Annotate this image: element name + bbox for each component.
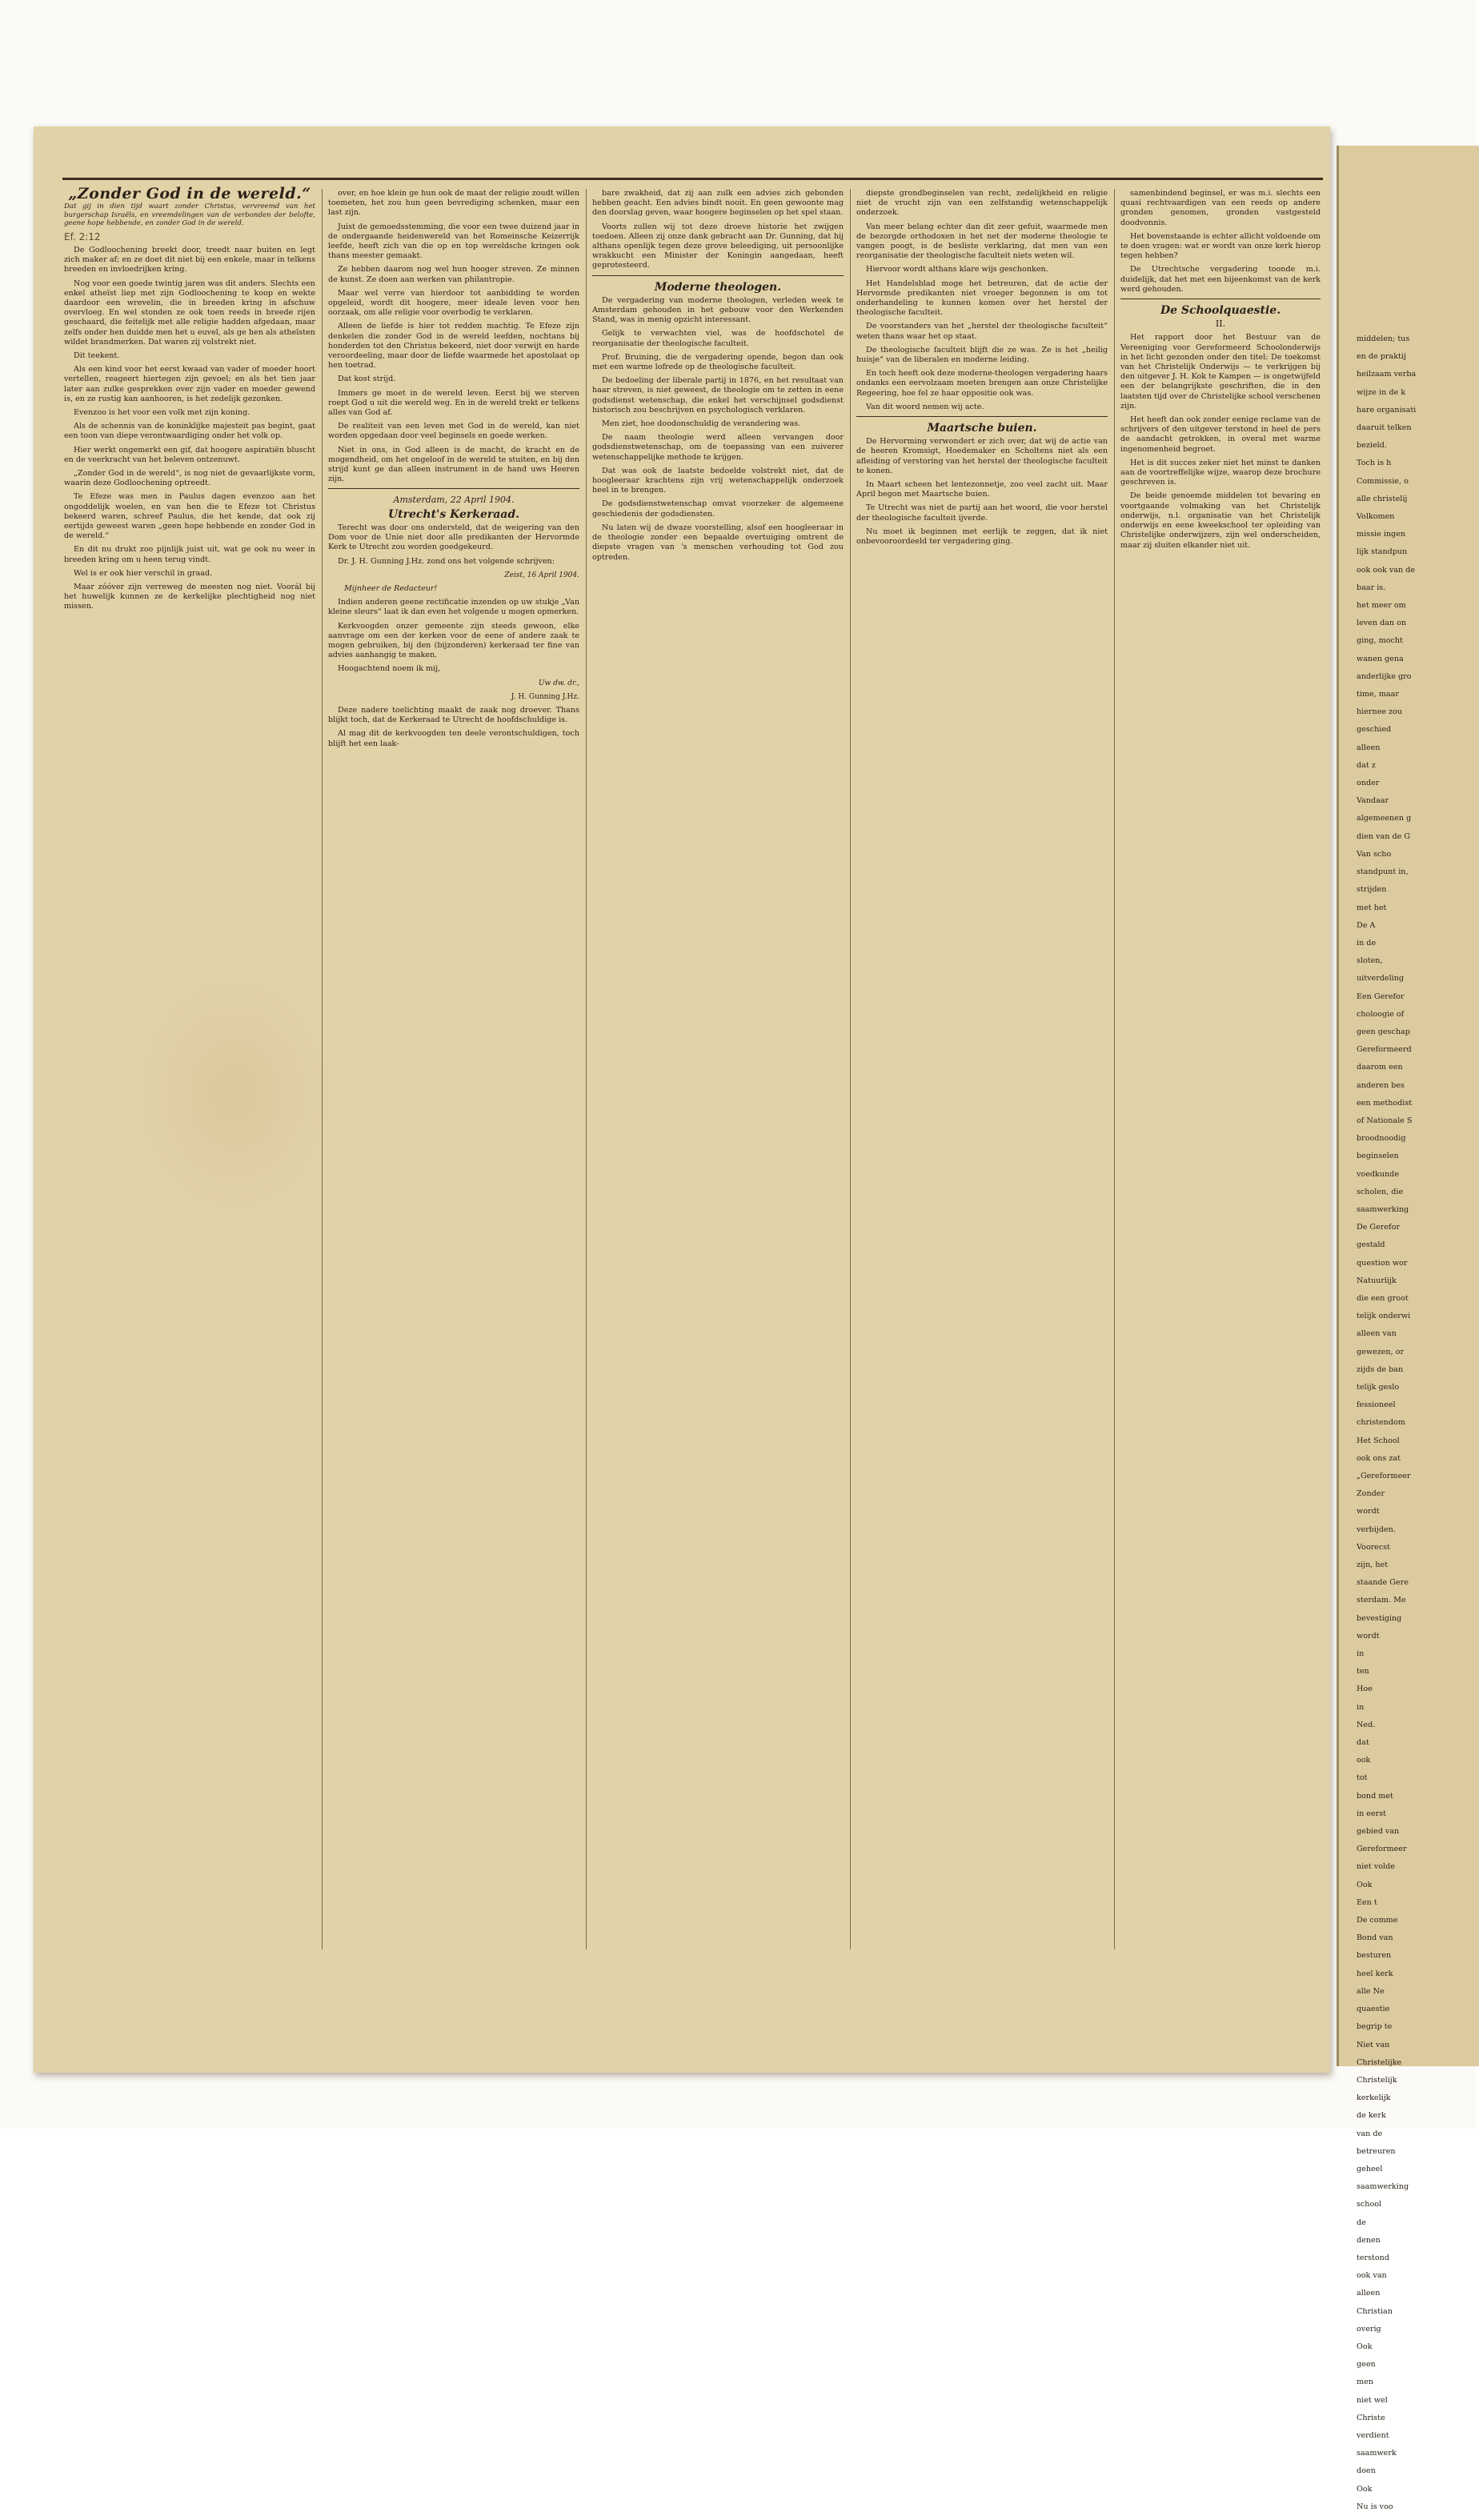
fragment-line: begrip te xyxy=(1357,2022,1393,2032)
fragment-line: Christelijke xyxy=(1357,2057,1402,2067)
fragment-line: hare organisati xyxy=(1357,405,1417,415)
fragment-line: geschied xyxy=(1357,725,1392,735)
fragment-line: Bond van xyxy=(1357,1933,1393,1943)
fragment-line: wanen gena xyxy=(1357,654,1404,663)
letter-signature: J. H. Gunning J.Hz. xyxy=(511,692,579,701)
fragment-line: alleen xyxy=(1357,2289,1381,2298)
fragment-line: terstond xyxy=(1357,2253,1389,2262)
section-heading-theologen: Moderne theologen. xyxy=(592,275,844,292)
fragment-line: in de xyxy=(1357,938,1377,948)
column-5-body xyxy=(1120,189,1321,294)
section-heading-buien: Maartsche buien. xyxy=(856,416,1108,433)
article-title: „Zonder God in de wereld.“ xyxy=(68,185,311,202)
section-heading-kerkeraad: Utrecht's Kerkeraad. xyxy=(387,507,520,521)
fragment-line: Gereformeer xyxy=(1357,1845,1407,1854)
fragment-line: Ook xyxy=(1357,1880,1373,1889)
paragraph: De voorstanders van het „herstel der theologische faculteit“ weten thans waar het op staat. xyxy=(856,322,1108,341)
article-motto: Dat gij in dien tijd waart zonder Christus, vervreemd van het burgerschap Israëls, en vreemdelingen van de verbonden der belofte, geene hope hebbende, en zonder God in de wereld. xyxy=(64,202,315,228)
fragment-line: fessioneel xyxy=(1357,1400,1396,1410)
paragraph: Te Efeze was men in Paulus dagen evenzoo aan het ongoddelijk woelen, en van hen die te Efeze tot Christus bekeerd waren, schreef Paulus, die het kende, dat ook zij eertijds geweest waren „geen hope hebbende en zonder God in de wereld.“ xyxy=(64,492,315,541)
paragraph: De vergadering van moderne theologen, verleden week te Amsterdam gehouden in het gebouw voor den Werkenden Stand, was in menig opzicht interessant. xyxy=(592,295,844,325)
paragraph: over, en hoe klein ge hun ook de maat der religie zoudt willen toemeten, het zou hun geen bevrediging schenken, maar een last zijn. xyxy=(328,189,579,218)
paragraph: Het bovenstaande is echter allicht voldoende om te doen vragen: wat er wordt van onze kerk hierop tegen hebben? xyxy=(1120,231,1321,261)
paragraph: De Utrechtsche vergadering toonde m.i. duidelijk, dat het met een bijeenkomst van de kerk werd gehouden. xyxy=(1120,265,1321,294)
paragraph: Hoogachtend noem ik mij, xyxy=(338,664,441,674)
fragment-line: men xyxy=(1357,2378,1373,2387)
fragment-line: broodnoodig xyxy=(1357,1134,1406,1144)
paragraph: diepste grondbeginselen van recht, zedelijkheid en religie niet de vrucht zijn van een zelfstandig wetenschappelijk onderzoek. xyxy=(856,189,1108,218)
fragment-line: beginselen xyxy=(1357,1152,1399,1161)
fragment-line: zijn, het xyxy=(1357,1560,1389,1570)
fragment-line: denen xyxy=(1357,2235,1381,2245)
column-divider xyxy=(586,189,587,1949)
fragment-line: bezield. xyxy=(1357,441,1387,451)
fragment-line: scholen, die xyxy=(1357,1187,1404,1196)
fragment-line: daaruit telken xyxy=(1357,423,1412,433)
paragraph: „Zonder God in de wereld“, is nog niet de gevaarlijkste vorm, waarin deze Godloochening optreedt. xyxy=(64,468,315,488)
paragraph: Hier werkt ongemerkt een gif, dat hoogere aspiratiën bluscht en de veerkracht van het beleven ontzenuwt. xyxy=(64,445,315,464)
column-2-body xyxy=(328,189,579,484)
letter-date: Zeist, 16 April 1904. xyxy=(504,571,579,579)
fragment-line: De Gerefor xyxy=(1357,1223,1400,1232)
paragraph: samenbindend beginsel, er was m.i. slechts een quasi rechtvaardigen van een reeds op andere gronden genomen, gronden vastgesteld doodvonnis. xyxy=(1120,189,1321,227)
paragraph: Als de schennis van de koninklijke majesteit pas begint, gaat een toon van diepe verontwaardiging onder het volk op. xyxy=(64,422,315,441)
paragraph: Als een kind voor het eerst kwaad van vader of moeder hoort vertellen, reageert hiertegen zijn gevoel; en als het tien jaar later aan zulke gesprekken over zijn vader en moeder gewend is, en ze rustig kan aanhooren, is het zedelijk gezonken. xyxy=(64,365,315,403)
fragment-line: christendom xyxy=(1357,1418,1405,1428)
fragment-line: Zonder xyxy=(1357,1489,1385,1499)
fragment-line: een methodist xyxy=(1357,1098,1413,1108)
paragraph: De theologische faculteit blijft die ze was. Ze is het „heilig huisje“ van de liberalen en moderne leiding. xyxy=(856,345,1108,365)
fragment-line: in xyxy=(1357,1702,1365,1712)
paragraph: Nu moet ik beginnen met eerlijk te zeggen, dat ik niet onbevooroordeeld ter vergadering ging. xyxy=(856,527,1108,547)
paragraph: bare zwakheid, dat zij aan zulk een advies zich gebonden hebben geacht. Een advies bindt nooit. En geen gewoonte mag den doorslag geven, waar hoogere beginselen op het spel staan. xyxy=(592,189,844,218)
paragraph: De godsdienstwetenschap omvat voorzeker de algemeene geschiedenis der godsdiensten. xyxy=(592,499,844,519)
paragraph: Het heeft dan ook zonder eenige reclame van de schrijvers of den uitgever terstond in heel de pers de aandacht getrokken, in overal met warme ingenomenheid begroet. xyxy=(1120,415,1321,454)
fragment-line: Niet van xyxy=(1357,2040,1390,2049)
paragraph: In Maart scheen het lentezonnetje, zoo veel zacht uit. Maar April begon met Maartsche buien. xyxy=(856,480,1108,499)
paragraph: Wel is er ook hier verschil in graad. xyxy=(74,568,213,578)
letter-body xyxy=(328,598,579,674)
column-3-body xyxy=(592,189,844,271)
paragraph: Ze hebben daarom nog wel hun hooger streven. Ze minnen de kunst. Ze doen aan werken van philantropie. xyxy=(328,265,579,284)
section-heading-schoolquaestie: De Schoolquaestie. xyxy=(1120,298,1321,315)
paragraph: Nu laten wij de dwaze voorstelling, alsof een hoogleeraar in de theologie zonder een bepaalde overtuiging omtrent de diepste vragen van 's menschen verhouding tot God zou optreden. xyxy=(592,523,844,562)
fragment-line: niet wel xyxy=(1357,2395,1388,2405)
fragment-line: geen geschap xyxy=(1357,1027,1410,1036)
fragment-line: besturen xyxy=(1357,1951,1392,1961)
paragraph: De realiteit van een leven met God in de wereld, kan niet worden opgedaan door veel beginsels en goede werken. xyxy=(328,422,579,441)
fragment-line: Ned. xyxy=(1357,1720,1376,1729)
handwritten-annotation: Ef. 2:12 xyxy=(64,230,101,242)
fragment-line: Natuurlijk xyxy=(1357,1276,1397,1285)
fragment-line: en de praktij xyxy=(1357,352,1406,362)
fragment-line: Gereformeerd xyxy=(1357,1045,1412,1055)
fragment-line: telijk onderwi xyxy=(1357,1312,1411,1321)
fragment-line: algemeenen g xyxy=(1357,814,1412,823)
paragraph: Dit teekent. xyxy=(74,351,120,360)
paragraph: Maar wel verre van hierdoor tot aanbidding te worden opgeleid, wordt dit hoogere, meer ideale leven voor hen oorzaak, om alle religie voor overbodig te verklaren. xyxy=(328,288,579,318)
fragment-line: daarom een xyxy=(1357,1063,1403,1072)
paragraph: Juist de gemoedsstemming, die voor een twee duizend jaar in de ondergaande heidenwereld van het Romeinsche Keizerrijk leefde, heeft zich van die op en top wereldsche kringen ook thans meester gemaakt. xyxy=(328,222,579,261)
fragment-line: Ook xyxy=(1357,2484,1373,2494)
fragment-line: zijds de ban xyxy=(1357,1364,1404,1374)
fragment-line: voedkunde xyxy=(1357,1169,1400,1179)
paragraph: De beide genoemde middelen tot bevaring en voortgaande volmaking van het Christelijk onderwijs, n.l. organisatie van het Christelijk onderwijs en eene kweekschool ter opleiding van Christelijke onderwijzers, zijn wel onderscheiden, maar zij sluiten elkander niet uit. xyxy=(1120,491,1321,550)
column-divider xyxy=(850,189,851,1949)
fragment-line: heilzaam verba xyxy=(1357,370,1417,379)
fragment-line: of Nationale S xyxy=(1357,1116,1413,1125)
fragment-line: ook xyxy=(1357,1756,1371,1765)
fragment-line: standpunt in, xyxy=(1357,867,1409,877)
fragment-line: saamwerking xyxy=(1357,2182,1409,2192)
article-body xyxy=(64,246,315,612)
theologen-body xyxy=(592,296,844,563)
column-5 xyxy=(1120,189,1321,1949)
fragment-line: Het School xyxy=(1357,1436,1400,1445)
fragment-line: van de xyxy=(1357,2129,1383,2138)
fragment-line: Een Gerefor xyxy=(1357,992,1405,1001)
fragment-line: dat z xyxy=(1357,760,1376,770)
fragment-line: Voorecst xyxy=(1357,1542,1391,1552)
paragraph: Het is dit succes zeker niet het minst te danken aan de voortreffelijke wijze, waarop deze brochure geschreven is. xyxy=(1120,458,1321,487)
fragment-line: het meer om xyxy=(1357,601,1406,611)
fragment-line: wordt xyxy=(1357,1631,1380,1641)
buien-body xyxy=(856,437,1108,547)
fragment-line: niet volde xyxy=(1357,1862,1395,1872)
fragment-line: Volkomen xyxy=(1357,512,1395,522)
fragment-line: wordt xyxy=(1357,1507,1380,1516)
fragment-line: bond met xyxy=(1357,1791,1393,1801)
fragment-line: ten xyxy=(1357,1667,1369,1677)
paragraph: Nog voor een goede twintig jaren was dit anders. Slechts een enkel atheïst liep met zijn Godloochening te koop en wekte daardoor een wrevelin, die in breeden kring in afschuw overvloeg. En wel stonden ze ook toen reeds in breede rijen geschaard, die feitelijk met alle religie hadden afgedaan, maar zelfs onder hen duidde men het u euvel, als ge hen als atheïsten wildet brandmerken. Dat waren zij volstrekt niet. xyxy=(64,278,315,347)
fragment-line: gebied van xyxy=(1357,1827,1400,1837)
fragment-line: gestald xyxy=(1357,1240,1385,1250)
fragment-line: in eerst xyxy=(1357,1809,1387,1818)
paragraph: Dat kost strijd. xyxy=(338,375,396,384)
fragment-line: betreuren xyxy=(1357,2146,1396,2156)
top-rule xyxy=(62,178,1323,180)
fragment-line: ook van xyxy=(1357,2271,1387,2281)
paragraph: Men ziet, hoe doodonschuldig de verandering was. xyxy=(602,419,801,429)
paragraph: Van dit woord nemen wij acte. xyxy=(866,402,984,411)
next-page-column-fragment xyxy=(1357,335,1477,2520)
paragraph: De Hervorming verwondert er zich over, dat wij de actie van de heeren Kromsigt, Hoedemaker en Scholtens niet als een afleiding of verstoring van het herstel der theologische faculteit te konen. xyxy=(856,437,1108,475)
paragraph: Hiervoor wordt althans klare wijs geschonken. xyxy=(866,265,1048,274)
fragment-line: Christian xyxy=(1357,2306,1393,2316)
after-letter-body xyxy=(328,706,579,749)
fragment-line: strijden xyxy=(1357,885,1387,895)
fragment-line: alle christelij xyxy=(1357,494,1408,503)
letter-closing: Uw dw. dr., xyxy=(538,679,579,687)
fragment-line: wijze in de k xyxy=(1357,387,1406,397)
fragment-line: tot xyxy=(1357,1773,1368,1783)
paragraph: Kerkvoogden onzer gemeente zijn steeds gewoon, elke aanvrage om een der kerken voor de eene of andere zaak te mogen gebruiken, bij den (bijzonderen) kerkeraad ter fine van advies aanhangig te maken. xyxy=(328,621,579,660)
fragment-line: anderlijke gro xyxy=(1357,671,1412,681)
paragraph: Immers ge moet in de wereld leven. Eerst bij we sterven roept God u uit die wereld weg. En in de wereld trekt er telkens alles van God af. xyxy=(328,388,579,418)
fragment-line: hiernee zou xyxy=(1357,707,1403,717)
paragraph: De Godloochening breekt door, treedt naar buiten en legt zich maker af; en ze doet dit niet bij een enkele, maar in telkens breeden en invloedrijken kring. xyxy=(64,245,315,274)
fragment-line: ging, mocht xyxy=(1357,636,1403,646)
kerkeraad-body xyxy=(328,523,579,567)
paragraph: Dat was ook de laatste bedoelde volstrekt niet, dat de hoogleeraar krachtens zijn vrij wetenschappelijk onderzoek heel in te brengen. xyxy=(592,466,844,495)
paragraph: Deze nadere toelichting maakt de zaak nog droever. Thans blijkt toch, dat de Kerkeraad te Utrecht de hoofdschuldige is. xyxy=(328,705,579,725)
fragment-line: gewezen, or xyxy=(1357,1347,1405,1356)
fragment-line: verdient xyxy=(1357,2430,1389,2440)
paragraph: Prof. Bruining, die de vergadering opende, begon dan ook met een warme lofrede op de theologische faculteit. xyxy=(592,352,844,372)
fragment-line: verbijden. xyxy=(1357,1524,1396,1534)
fragment-line: Toch is h xyxy=(1357,459,1392,468)
fragment-line: in xyxy=(1357,1649,1365,1659)
column-divider xyxy=(322,189,323,1949)
fragment-line: Vandaar xyxy=(1357,796,1389,806)
fragment-line: question wor xyxy=(1357,1258,1408,1268)
fragment-line: doen xyxy=(1357,2466,1376,2476)
paragraph: Van meer belang echter dan dit zeer gefuit, waarmede men de bezorgde orthodoxen in het net der moderne theologie te vangen poogt, is de besliste verklaring, dat men van een reorganisatie der theologische faculteit niets weten wil. xyxy=(856,222,1108,261)
paragraph: Te Utrecht was niet de partij aan het woord, die voor herstel der theologische faculteit ijverde. xyxy=(856,503,1108,523)
column-4 xyxy=(856,189,1108,1949)
fragment-line: met het xyxy=(1357,903,1387,912)
fragment-line: de kerk xyxy=(1357,2111,1386,2121)
fragment-line: lijk standpun xyxy=(1357,547,1408,557)
fragment-line: alleen xyxy=(1357,743,1381,752)
paragraph: En dit nu drukt zoo pijnlijk juist uit, wat ge ook nu weer in breeden kring om u heen terug vindt. xyxy=(64,545,315,564)
fragment-line: alleen van xyxy=(1357,1329,1397,1339)
paragraph: Dr. J. H. Gunning J.Hz. zond ons het volgende schrijven: xyxy=(338,556,555,566)
fragment-line: geen xyxy=(1357,2360,1376,2370)
column-divider xyxy=(1114,189,1115,1949)
fragment-line: saamwerk xyxy=(1357,2449,1397,2458)
dateline: Amsterdam, 22 April 1904. xyxy=(328,488,579,505)
paragraph: Niet in ons, in God alleen is de macht, de kracht en de mogendheid, om het ongeloof in de wereld te stuiten, en bij den strijd kunt ge dan alleen instrument in de hand uws Heeren zijn. xyxy=(328,445,579,484)
letter-salutation: Mijnheer de Redacteur! xyxy=(344,583,438,593)
fragment-line: geheel xyxy=(1357,2164,1383,2173)
paragraph: Alleen de liefde is hier tot redden machtig. Te Efeze zijn denkelen die zonder God in de wereld leefden, nochtans bij honderden tot den Christus bekeerd, niet door verwijt en harde veroordeeling, maar door de liefde waarmede het apostolaat op hen toetrad. xyxy=(328,322,579,371)
paragraph: Evenzoo is het voor een volk met zijn koning. xyxy=(74,407,251,417)
fragment-line: middelen; tus xyxy=(1357,335,1410,343)
fragment-line: baar is. xyxy=(1357,583,1386,592)
fragment-line: alle Ne xyxy=(1357,1986,1385,1996)
fragment-line: heel kerk xyxy=(1357,1969,1393,1978)
fragment-line: Christe xyxy=(1357,2413,1385,2422)
next-page-edge xyxy=(1337,146,1479,2511)
fragment-line: kerkelijk xyxy=(1357,2093,1391,2103)
paragraph: De bedoeling der liberale partij in 1876, en het resultaat van haar streven, is niet geweest, de theologie om te zetten in eene godsdienst wetenschap, die enkel het verschijnsel godsdienst historisch zou beschrijven en psychologisch verklaren. xyxy=(592,376,844,415)
fragment-line: ook ons zat xyxy=(1357,1453,1401,1463)
fragment-line: die een groot xyxy=(1357,1293,1409,1303)
fragment-line: dat xyxy=(1357,1738,1369,1748)
fragment-line: De A xyxy=(1357,920,1376,930)
fragment-line: ook ook van de xyxy=(1357,565,1416,575)
fragment-line: saamwerking xyxy=(1357,1204,1409,1214)
fragment-line: Een t xyxy=(1357,1897,1377,1907)
fragment-line: missie ingen xyxy=(1357,530,1406,539)
paragraph: Indien anderen geene rectificatie inzenden op uw stukje „Van kleine sleurs“ laat ik dan even het volgende u mogen opmerken. xyxy=(328,598,579,617)
column-4-body xyxy=(856,189,1108,412)
fragment-line: bevestiging xyxy=(1357,1613,1402,1623)
fragment-line: dien van de G xyxy=(1357,831,1411,841)
fragment-line: de xyxy=(1357,2218,1366,2227)
paragraph: De naam theologie werd alleen vervangen door godsdienstwetenschap, om de toepassing van een zuiverer wetenschappelijke methode te krijgen. xyxy=(592,433,844,462)
paragraph: Het Handelsblad moge het betreuren, dat de actie der Hervormde predikanten niet vroeger begonnen is om tot onderhandeling te kunnen komen over het herstel der theologische faculteit. xyxy=(856,278,1108,318)
fragment-line: time, maar xyxy=(1357,690,1399,699)
fragment-line: telijk geslo xyxy=(1357,1382,1400,1392)
fragment-line: overig xyxy=(1357,2324,1381,2334)
fragment-line: Ook xyxy=(1357,2342,1373,2351)
fragment-line: Commissie, o xyxy=(1357,476,1409,486)
fragment-line: onder xyxy=(1357,779,1380,788)
column-2 xyxy=(328,189,579,1949)
fragment-line: Christelijk xyxy=(1357,2075,1397,2085)
column-3 xyxy=(592,189,844,1949)
fragment-line: staande Gere xyxy=(1357,1578,1409,1588)
section-number: II. xyxy=(1215,319,1226,330)
fragment-line: sterdam. Me xyxy=(1357,1596,1406,1605)
fragment-line: „Gereformeer xyxy=(1357,1472,1411,1480)
paragraph: En toch heeft ook deze moderne-theologen vergadering haars ondanks een eervolzaam moeten brengen aan onze Christelijke Regeering, hoe fel ze haar oppositie ook was. xyxy=(856,369,1108,398)
fragment-line: school xyxy=(1357,2200,1382,2210)
paragraph: Terecht was door ons ondersteld, dat de weigering van den Dom voor de Unie niet door alle predikanten der Hervormde Kerk te Utrecht zou worden goedgekeurd. xyxy=(328,523,579,552)
fragment-line: quaestie xyxy=(1357,2005,1390,2014)
column-1 xyxy=(64,185,315,1949)
fragment-line: Nu is voo xyxy=(1357,2502,1393,2511)
schoolquaestie-body xyxy=(1120,333,1321,550)
fragment-line: sloten, xyxy=(1357,956,1383,966)
fragment-line: Hoe xyxy=(1357,1685,1373,1694)
fragment-line: leven dan on xyxy=(1357,619,1407,628)
paragraph: Gelijk te verwachten viel, was de hoofdschotel de reorganisatie der theologische faculteit. xyxy=(592,329,844,348)
fragment-line: Van scho xyxy=(1357,849,1392,859)
paragraph: Maar zóóver zijn verreweg de meesten nog niet. Voorál bij het huwelijk kunnen ze de kerkelijke plechtigheid nog niet missen. xyxy=(64,583,315,611)
fragment-line: anderen bes xyxy=(1357,1080,1405,1090)
fragment-line: uitverdeling xyxy=(1357,974,1405,984)
paragraph: Al mag dit de kerkvoogden ten deele verontschuldigen, toch blijft het een laak- xyxy=(328,729,579,748)
paragraph: Het rapport door het Bestuur van de Vereeniging voor Gereformeerd Schoolonderwijs in het licht gezonden onder den titel: De toekomst van het Christelijk Onderwijs — te verkrijgen bij den uitgever J. H. Kok te Kampen — is ongetwijfeld een der belangrijkste geschriften, die in den laatsten tijd over de Christelijke school verschenen zijn. xyxy=(1120,333,1321,411)
fragment-line: De comme xyxy=(1357,1916,1398,1925)
fragment-line: choloogie of xyxy=(1357,1009,1405,1019)
paragraph: Voorts zullen wij tot deze droeve historie het zwijgen toedoen. Alleen zij onze dank gebracht aan Dr. Gunning, dat hij althans openlijk tegen deze grove beleediging, uit persoonlijke wrakkucht een Minister der Koningin aangedaan, heeft geprotesteerd. xyxy=(592,222,844,270)
